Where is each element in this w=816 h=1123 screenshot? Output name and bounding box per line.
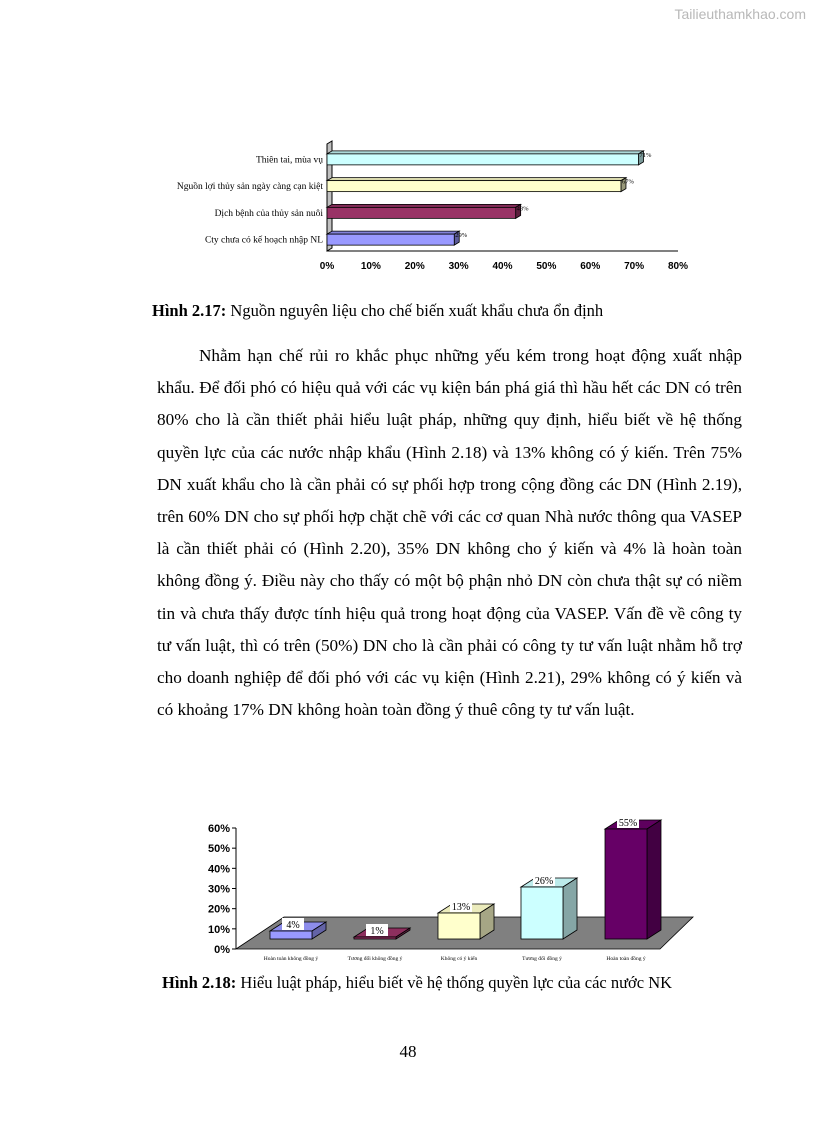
- y-tick-label: 60%: [207, 823, 230, 835]
- x-tick-label: 10%: [360, 261, 381, 272]
- category-label: Hoàn toàn đồng ý: [606, 956, 646, 962]
- bar-top-face: [327, 178, 626, 181]
- category-label: Tương đối đồng ý: [522, 956, 562, 962]
- bar-top-face: [327, 151, 644, 154]
- bar: [605, 829, 647, 939]
- chart-category-labels: [177, 155, 324, 245]
- y-tick-label: 40%: [207, 863, 230, 876]
- x-tick-label: 60%: [580, 261, 601, 272]
- x-tick-label: 80%: [667, 261, 689, 272]
- category-label: Cty chưa có kế hoạch nhập NL: [204, 235, 323, 246]
- bar-value-label: 43%: [516, 205, 529, 213]
- category-label: Hoàn toàn không đồng ý: [263, 956, 319, 962]
- bar: [327, 234, 454, 245]
- category-label: Không có ý kiến: [440, 956, 478, 962]
- bar-value-label: 71%: [639, 151, 652, 159]
- y-tick-label: 0%: [214, 944, 230, 956]
- x-tick-label: 40%: [492, 261, 513, 272]
- caption-label: Hình 2.17:: [152, 301, 227, 320]
- bar-top-face: [327, 204, 521, 207]
- caption-text: Hiểu luật pháp, hiểu biết về hệ thống quyền lực của các nước NK: [236, 973, 673, 992]
- category-label: Tương đối không đồng ý: [347, 956, 403, 962]
- bar: [327, 207, 516, 218]
- watermark: Tailieuthamkhao.com: [674, 6, 806, 22]
- body-paragraph-block: [157, 340, 742, 726]
- bar: [270, 931, 312, 939]
- caption-label: Hình 2.18:: [162, 973, 237, 992]
- chart-axis-ticks: [208, 823, 236, 956]
- figure-caption-2-18: [162, 973, 672, 993]
- vertical-3d-bar-chart: [0, 806, 816, 970]
- x-tick-label: 70%: [624, 261, 645, 272]
- x-tick-label: 20%: [404, 261, 425, 272]
- bar: [521, 887, 563, 939]
- body-paragraph: Nhằm hạn chế rủi ro khắc phục những yếu kém trong hoạt động xuất nhập khẩu. Để đối phó có hiệu quả với các vụ kiện bán phá giá thì hầu hết các DN có trên 80% cho là cần thiết phải hiểu luật pháp, những quy định, hiểu biết về hệ thống quyền lực của các nước nhập khẩu (Hình 2.18) và 13% không có ý kiến. Trên 75% DN xuất khẩu cho là cần phải có sự phối hợp trong cộng đồng các DN (Hình 2.19), trên 60% DN cho sự phối hợp chặt chẽ với các cơ quan Nhà nước thông qua VASEP là cần thiết phải có (Hình 2.20), 35% DN không cho ý kiến và 4% là hoàn toàn không đồng ý. Điều này cho thấy có một bộ phận nhỏ DN còn chưa thật sự có niềm tin và chưa thấy được tính hiệu quả trong hoạt động của VASEP. Vấn đề về công ty tư vấn luật, thì có trên (50%) DN cho là cần phải có công ty tư vấn luật nhằm hỗ trợ cho doanh nghiệp để đối phó với các vụ kiện (Hình 2.21), 29% không có ý kiến và có khoảng 17% DN không hoàn toàn đồng ý thuê công ty tư vấn luật.: [157, 346, 742, 720]
- category-label: Nguồn lợi thủy sản ngày càng cạn kiệt: [176, 182, 323, 193]
- bar: [327, 181, 621, 192]
- chart-axis-ticks: [320, 261, 688, 272]
- bar: [327, 154, 639, 165]
- chart-bars: [327, 151, 652, 245]
- bar-value-label: 55%: [618, 818, 638, 829]
- bar-value-label: 13%: [451, 902, 471, 913]
- y-tick-label: 20%: [207, 903, 230, 916]
- bar-top-face: [327, 231, 459, 234]
- chart-category-labels: [264, 955, 646, 962]
- x-tick-label: 0%: [319, 261, 335, 272]
- category-label: Dịch bệnh của thủy sản nuôi: [214, 208, 323, 219]
- bar-value-label: 26%: [534, 876, 554, 887]
- bar-side-face: [563, 878, 577, 939]
- bar-side-face: [647, 820, 661, 939]
- x-tick-label: 30%: [448, 261, 469, 272]
- bar-value-label: 1%: [370, 926, 384, 937]
- x-tick-label: 50%: [536, 261, 557, 272]
- bar-value-label: 67%: [621, 178, 634, 186]
- horizontal-bar-chart: [0, 140, 816, 280]
- bar: [354, 937, 396, 939]
- bar: [438, 913, 480, 939]
- bar-value-label: 29%: [455, 232, 468, 240]
- page-number: 48: [399, 1042, 417, 1061]
- caption-text: Nguồn nguyên liệu cho chế biến xuất khẩu chưa ổn định: [226, 301, 604, 320]
- bar-value-label: 4%: [286, 920, 300, 931]
- category-label: Thiên tai, mùa vụ: [255, 155, 323, 166]
- y-tick-label: 30%: [207, 883, 230, 896]
- figure-caption-2-17: [152, 301, 603, 321]
- y-tick-label: 50%: [207, 843, 230, 856]
- y-tick-label: 10%: [207, 923, 230, 936]
